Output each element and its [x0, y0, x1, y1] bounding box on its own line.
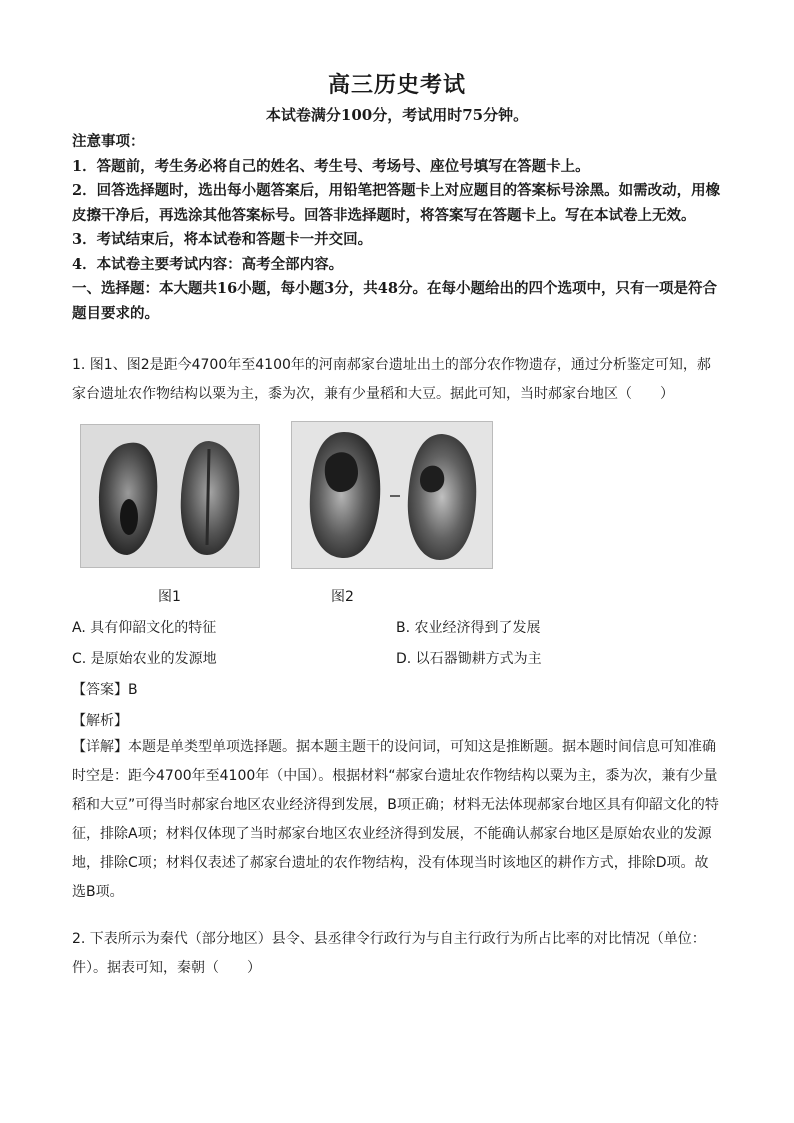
notes-item-3: 3．考试结束后，将本试卷和答题卡一并交回。	[72, 231, 373, 248]
section-heading: 一、选择题：本大题共16小题，每小题3分，共48分。在每小题给出的四个选项中，只有一项是符合题目要求的。	[72, 280, 717, 322]
option-c: C. 是原始农业的发源地	[72, 651, 217, 667]
page-title: 高三历史考试	[327, 72, 466, 98]
question-2-text: 2. 下表所示为秦代（部分地区）县令、县丞律令行政行为与自主行政行为所占比率的对比情况（单位：件）。据表可知，秦朝（ ）	[72, 931, 706, 976]
answer-label: 【答案】B	[72, 682, 138, 698]
question-1-text: 1. 图1、图2是距今4700年至4100年的河南郝家台遗址出土的部分农作物遗存，通过分析鉴定可知，郝家台遗址农作物结构以粟为主，黍为次，兼有少量稻和大豆。据此可知，当时郝家台地区（ ）	[72, 357, 711, 402]
question-1-stem	[72, 351, 722, 409]
option-b: B. 农业经济得到了发展	[396, 620, 541, 636]
notes-item-2: 2．回答选择题时，选出每小题答案后，用铅笔把答题卡上对应题目的答案标号涂黑。如需改动，用橡皮擦干净后，再选涂其他答案标号。回答非选择题时，将答案写在答题卡上。写在本试卷上无效。	[72, 182, 721, 224]
option-d: D. 以石器锄耕方式为主	[396, 651, 542, 667]
figure-2-image	[291, 421, 493, 569]
figure-2-caption: 图2	[331, 589, 354, 605]
notes-item-1: 1．答题前，考生务必将自己的姓名、考生号、考场号、座位号填写在答题卡上。	[72, 157, 590, 175]
question-2-stem	[72, 925, 722, 983]
option-a: A. 具有仰韶文化的特征	[72, 620, 217, 636]
analysis-label: 【解析】	[72, 713, 128, 729]
exam-notes	[72, 130, 722, 326]
figure-1-caption: 图1	[158, 589, 181, 605]
notes-item-4: 4．本试卷主要考试内容：高考全部内容。	[72, 255, 344, 273]
notes-heading: 注意事项：	[72, 133, 145, 150]
question-1-detail	[72, 733, 722, 907]
exam-subtitle: 本试卷满分100分，考试用时75分钟。	[265, 106, 529, 124]
figure-1-image	[80, 424, 260, 568]
detail-text: 【详解】本题是单类型单项选择题。据本题主题干的设问词，可知这是推断题。据本题时间信息可知准确时空是：距今4700年至4100年（中国）。根据材料“郝家台遗址农作物结构以粟为主，黍为次，兼有少量稻和大豆”可得当时郝家台地区农业经济得到发展，B项正确；材料无法体现郝家台地区具有仰韶文化的特征，排除A项；材料仅体现了当时郝家台地区农业经济得到发展，不能确认郝家台地区是原始农业的发源地，排除C项；材料仅表述了郝家台遗址的农作物结构，没有体现当时该地区的耕作方式，排除D项。故选B项。	[72, 739, 719, 900]
